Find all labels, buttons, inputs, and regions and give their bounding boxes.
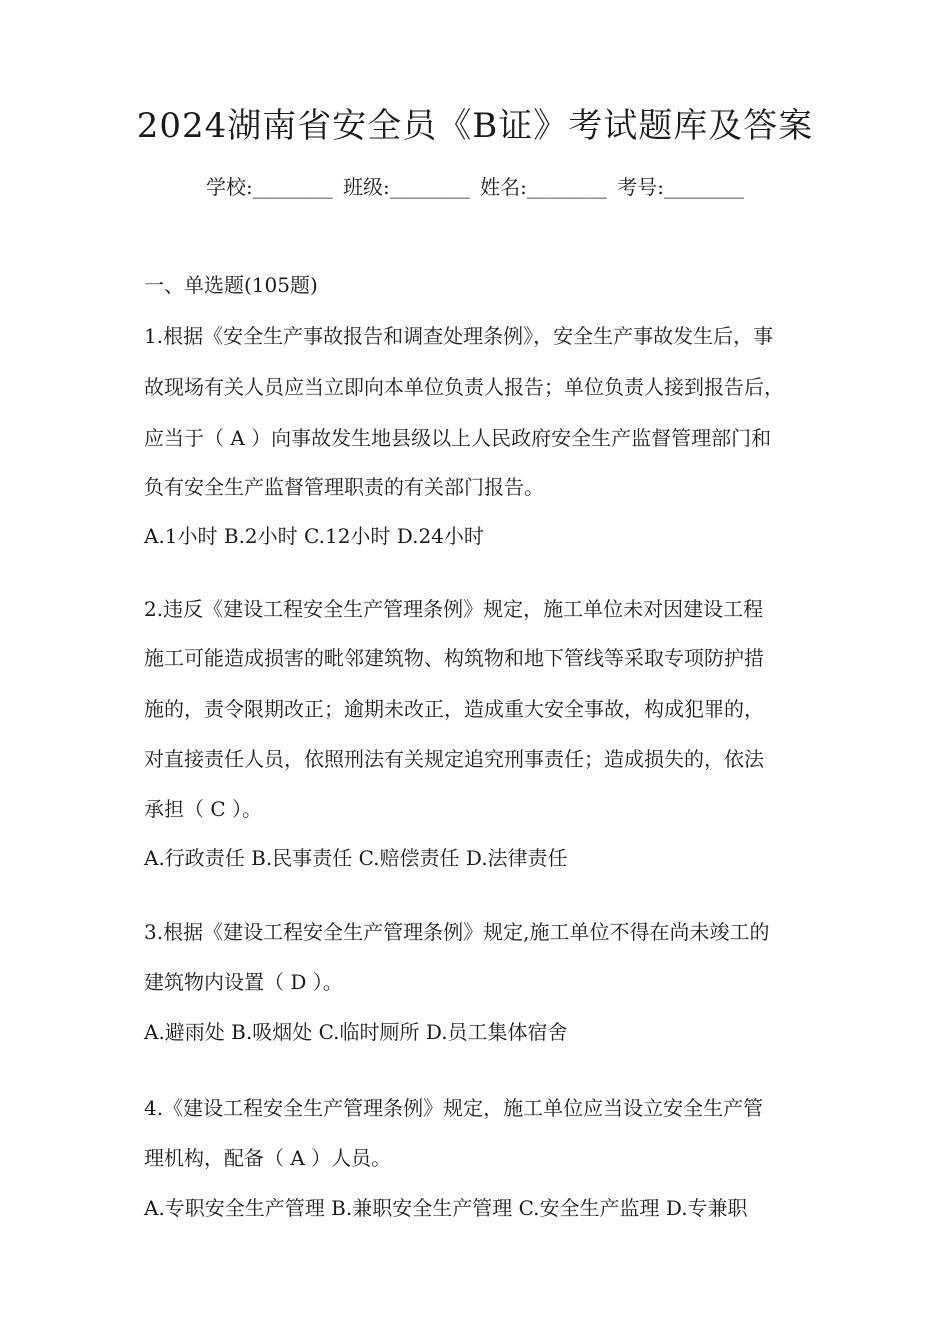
question-1-line-2: 故现场有关人员应当立即向本单位负责人报告；单位负责人接到报告后， [144, 375, 784, 399]
question-3-line-2: 建筑物内设置（ D ）。 [144, 970, 343, 994]
question-4-line-1: 4.《建设工程安全生产管理条例》规定，施工单位应当设立安全生产管 [144, 1096, 764, 1120]
question-2-line-2: 施工可能造成损害的毗邻建筑物、构筑物和地下管线等采取专项防护措 [144, 646, 764, 670]
question-1-line-1: 1.根据《安全生产事故报告和调查处理条例》，安全生产事故发生后，事 [144, 324, 774, 348]
question-2-options: A.行政责任 B.民事责任 C.赔偿责任 D.法律责任 [144, 846, 568, 870]
question-3-line-1: 3.根据《建设工程安全生产管理条例》规定,施工单位不得在尚未竣工的 [144, 920, 770, 944]
section-heading: 一、单选题(105题) [144, 273, 318, 297]
question-2-line-4: 对直接责任人员，依照刑法有关规定追究刑事责任；造成损失的，依法 [144, 747, 764, 771]
question-2-line-3: 施的，责令限期改正；逾期未改正，造成重大安全事故，构成犯罪的， [144, 697, 764, 721]
question-2-line-1: 2.违反《建设工程安全生产管理条例》规定，施工单位未对因建设工程 [144, 597, 764, 621]
school-field: 学校:________ [205, 175, 333, 199]
question-3-options: A.避雨处 B.吸烟处 C.临时厕所 D.员工集体宿舍 [144, 1020, 568, 1044]
exam-number-field: 考号:________ [617, 175, 745, 199]
question-4-options: A.专职安全生产管理 B.兼职安全生产管理 C.安全生产监理 D.专兼职 [144, 1196, 748, 1220]
question-1-options: A.1小时 B.2小时 C.12小时 D.24小时 [144, 524, 484, 548]
question-4-line-2: 理机构，配备（ A ）人员。 [144, 1146, 392, 1170]
question-2-line-5: 承担（ C ）。 [144, 797, 263, 821]
document-title: 2024湖南省安全员《B证》考试题库及答案 [136, 106, 814, 146]
class-field: 班级:________ [343, 175, 470, 199]
question-1-line-4: 负有安全生产监督管理职责的有关部门报告。 [144, 475, 544, 499]
question-1-line-3: 应当于（ A ）向事故发生地县级以上人民政府安全生产监督管理部门和 [144, 426, 772, 450]
student-info-line [0, 172, 950, 202]
name-field: 姓名:________ [480, 175, 607, 199]
